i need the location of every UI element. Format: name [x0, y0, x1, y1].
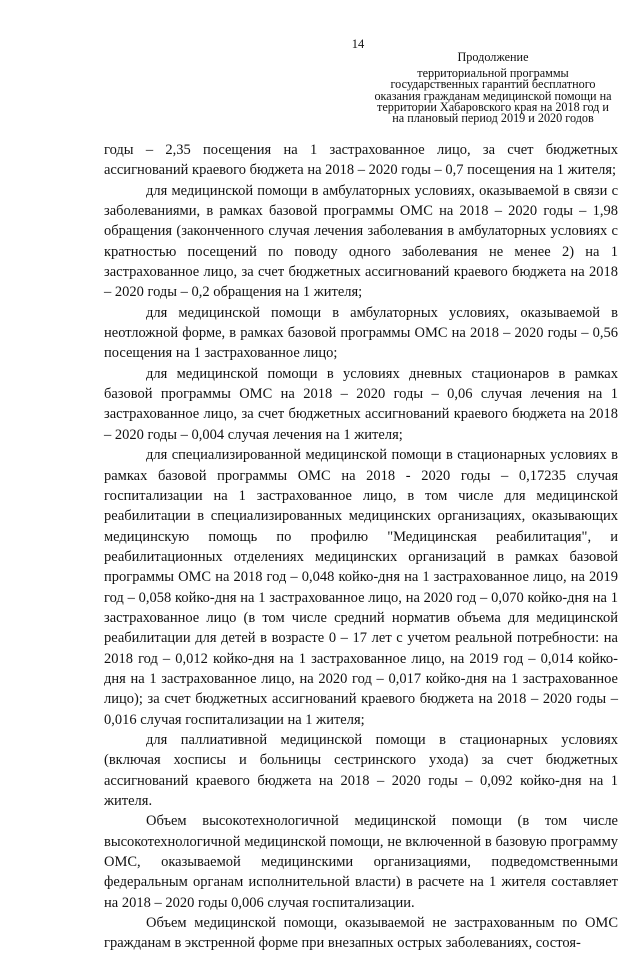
document-body [104, 140, 618, 954]
paragraph: для медицинской помощи в амбулаторных условиях, оказываемой в неотложной форме, в рамках базовой программы ОМС на 2018 – 2020 годы – 0,56 посещения на 1 застрахованное лицо; [104, 304, 618, 362]
paragraph: для медицинской помощи в условиях дневных стационаров в рамках базовой программы ОМС на 2018 – 2020 годы – 0,06 случая лечения на 1 застрахованное лицо, за счет бюджетных ассигнований краевого бюджета на 2018 – 2020 годы – 0,004 случая лечения на 1 жителя; [104, 365, 618, 443]
paragraph: для паллиативной медицинской помощи в стационарных условиях (включая хосписы и больницы сестринского ухода) за счет бюджетных ассигнований краевого бюджета на 2018 – 2020 годы – 0,092 койко-дня на 1 жителя. [104, 731, 618, 809]
page-number: 14 [351, 37, 365, 51]
paragraph: для специализированной медицинской помощи в стационарных условиях в рамках базовой программы ОМС на 2018 - 2020 годы – 0,17235 случая госпитализации на 1 застрахованное лицо, в том числе для медицинской реабилитации в специализированных медицинских организациях, оказывающих медицинскую помощь по профилю "Медицинская реабилитация", и реабилитационных отделениях медицинских организаций в рамках базовой программы ОМС на 2018 год – 0,048 койко-дня на 1 застрахованное лицо, на 2019 год – 0,058 койко-дня на 1 застрахованное лицо, на 2020 год – 0,070 койко-дня на 1 застрахованное лицо (в том числе средний норматив объема для медицинской реабилитации для детей в возрасте 0 – 17 лет с учетом реальной потребности: на 2018 год – 0,012 койко-дня на 1 застрахованное лицо, на 2019 год – 0,014 койко-дня на 1 застрахованное лицо, на 2020 год – 0,017 койко-дня на 1 застрахованное лицо); за счет бюджетных ассигнований краевого бюджета на 2018 – 2020 годы – 0,016 случая госпитализации на 1 жителя; [104, 447, 618, 728]
paragraph: годы – 2,35 посещения на 1 застрахованное лицо, за счет бюджетных ассигнований краевого бюджета на 2018 – 2020 годы – 0,7 посещения на 1 жителя; [104, 142, 618, 179]
program-subtitle: территориальной программы государственных гарантий бесплатного оказания гражданам медицинской помощи на территории Хабаровского края на 2018 год и на плановый период 2019 и 2020 годов [374, 66, 612, 126]
paragraph: Объем медицинской помощи, оказываемой не застрахованным по ОМС гражданам в экстренной форме при внезапных острых заболеваниях, состоя- [104, 915, 618, 952]
paragraph: Объем высокотехнологичной медицинской помощи (в том числе высокотехнологичной медицинской помощи, не включенной в базовую программу ОМС, оказываемой медицинскими организациями, подведомственными федеральным органам исполнительной власти) в расчете на 1 жителя составляет на 2018 – 2020 годы 0,006 случая госпитализации. [104, 813, 618, 911]
continuation-label: Продолжение [457, 50, 529, 64]
paragraph: для медицинской помощи в амбулаторных условиях, оказываемой в связи с заболеваниями, в рамках базовой программы ОМС на 2018 – 2020 годы – 1,98 обращения (законченного случая лечения заболевания в амбулаторных условиях с кратностью посещений по поводу одного заболевания не менее 2) на 1 застрахованное лицо, за счет бюджетных ассигнований краевого бюджета на 2018 – 2020 годы – 0,2 обращения на 1 жителя; [104, 182, 618, 301]
continuation-header [372, 52, 614, 124]
